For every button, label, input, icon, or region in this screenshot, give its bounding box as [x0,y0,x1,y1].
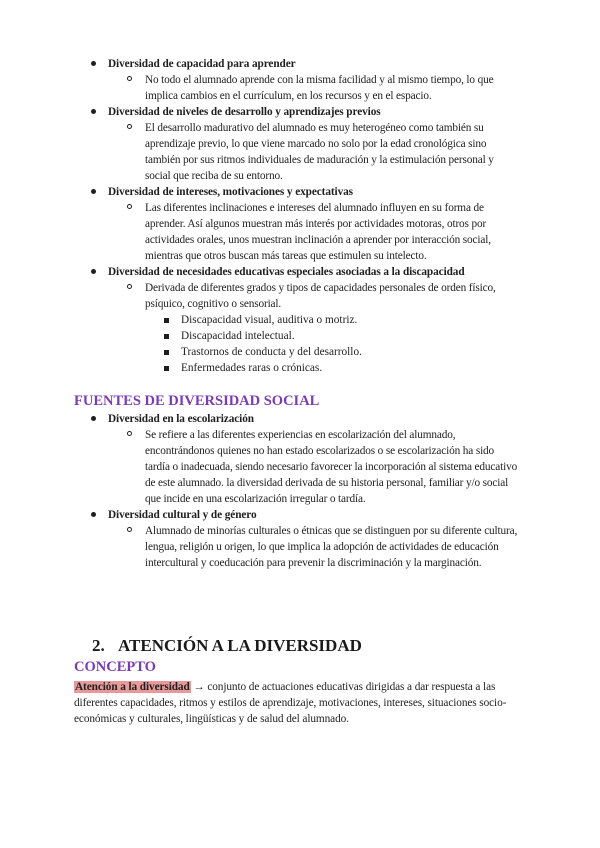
item-title: Diversidad de intereses, motivaciones y expectativas [108,186,353,198]
item-title: Diversidad de necesidades educativas especiales asociadas a la discapacidad [108,266,465,278]
bullet-icon [91,416,96,421]
sub-item [0,280,600,312]
concept-paragraph [74,679,534,727]
sub-sub-item [0,344,600,360]
diversity-list-social [0,411,600,571]
item-title: Diversidad de capacidad para aprender [108,58,296,70]
list-item [0,411,600,427]
bullet-icon [91,61,96,66]
square-bullet-icon [164,350,169,355]
square-bullet-icon [164,366,169,371]
square-bullet-icon [164,318,169,323]
item-text: Las diferentes inclinaciones e intereses del alumnado influyen en su forma de aprender. Así algunos muestran más interés por actividades motoras, otros por actividades orales, unos muestran inclinación a aprender por interacción social, mientras que otros buscan más tareas que estimulen su intelecto. [145,202,491,262]
item-text: Discapacidad intelectual. [181,330,295,342]
item-text: Trastornos de conducta y del desarrollo. [181,346,362,358]
arrow-icon: → [193,681,205,693]
item-text: Alumnado de minorías culturales o étnicas que se distinguen por su diferente cultura, lengua, religión u origen, lo que implica la adopción de actividades de educación intercultural y coeducación para prevenir la discriminación y la marginación. [145,525,518,569]
sub-sub-item [0,312,600,328]
section-heading-fuentes: FUENTES DE DIVERSIDAD SOCIAL [74,393,320,409]
item-title: Diversidad de niveles de desarrollo y aprendizajes previos [108,106,381,118]
sub-item [0,200,600,264]
bullet-icon [91,189,96,194]
sub-item [0,120,600,184]
circle-bullet-icon [127,527,132,532]
circle-bullet-icon [127,431,132,436]
list-item [0,264,600,280]
square-bullet-icon [164,334,169,339]
list-item [0,507,600,523]
bullet-icon [91,269,96,274]
section-title-text: ATENCIÓN A LA DIVERSIDAD [118,636,362,655]
item-text: El desarrollo madurativo del alumnado es muy heterogéneo como también su aprendizaje previo, lo que viene marcado no solo por la edad cronológica sino también por sus ritmos individuales de maduración y la estimulación personal y social que reciba de su entorno. [145,122,494,182]
item-text: Se refiere a las diferentes experiencias en escolarización del alumnado, encontrándonos quienes no han estado escolarizados o se escolarización ha sido tardía o inadecuada, siendo necesario favorecer la incorporación al sistema educativo de este alumnado. la diversidad derivada de su historia personal, familiar y/o social que incide en una escolarización irregular o tardía. [145,429,518,505]
sub-sub-item [0,328,600,344]
subheading-concepto: CONCEPTO [74,659,156,675]
concept-definition: conjunto de actuaciones educativas dirigidas a dar respuesta a las diferentes capacidades, ritmos y estilos de aprendizaje, motivaciones, intereses, situaciones socio-económicas y culturales, lingüísticas y de salud del alumnado. [74,681,507,725]
item-text: Discapacidad visual, auditiva o motriz. [181,314,358,326]
item-title: Diversidad en la escolarización [108,413,254,425]
item-text: Derivada de diferentes grados y tipos de capacidades personales de orden físico, psíquico, cognitivo o sensorial. [145,282,496,310]
section-title [92,636,362,656]
section-number: 2. [92,636,105,655]
diversity-list-individual [0,56,600,376]
item-text: No todo el alumnado aprende con la misma facilidad y al mismo tiempo, lo que implica cambios en el currículum, en los recursos y en el espacio. [145,74,494,102]
bullet-icon [91,109,96,114]
highlighted-term: Atención a la diversidad [75,681,190,693]
item-title: Diversidad cultural y de género [108,509,257,521]
bullet-icon [91,512,96,517]
circle-bullet-icon [127,284,132,289]
sub-item [0,427,600,507]
circle-bullet-icon [127,76,132,81]
list-item [0,56,600,72]
sub-sub-item [0,360,600,376]
circle-bullet-icon [127,204,132,209]
list-item [0,184,600,200]
item-text: Enfermedades raras o crónicas. [181,362,323,374]
circle-bullet-icon [127,124,132,129]
sub-item [0,72,600,104]
list-item [0,104,600,120]
sub-item [0,523,600,571]
